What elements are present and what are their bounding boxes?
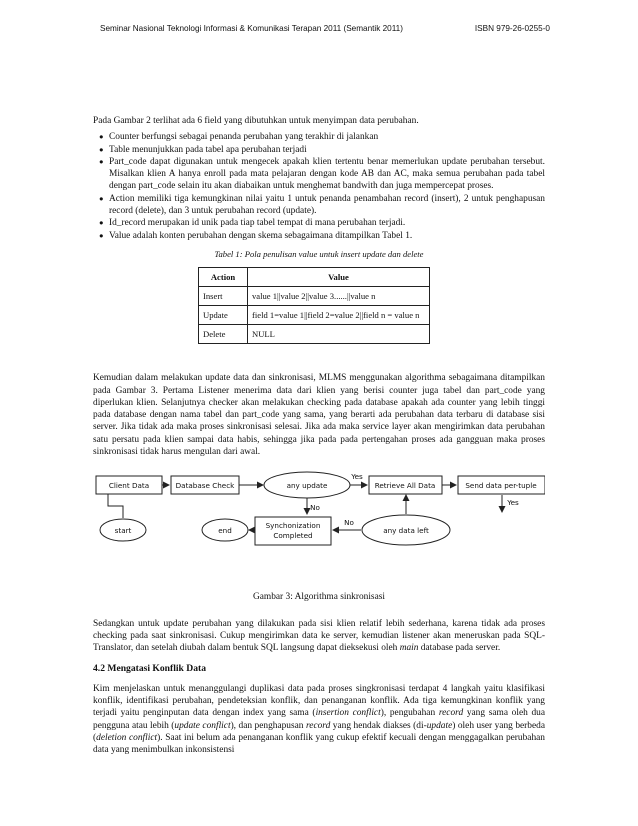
text-run-italic: insertion conflict [315, 708, 381, 719]
table-cell: NULL [248, 325, 430, 344]
text-run: database pada server. [418, 643, 501, 654]
send-data-label: Send data per-tuple [465, 481, 537, 491]
yes-label-data-left: Yes [507, 498, 519, 508]
header-isbn: ISBN 979-26-0255-0 [474, 24, 550, 33]
table-cell: Insert [199, 287, 248, 306]
text-run-italic: main [399, 643, 419, 654]
text-run: ) oleh user yang berbeda ( [93, 720, 545, 744]
intro-paragraph: Pada Gambar 2 terlihat ada 6 field yang dibutuhkan untuk menyimpan data perubahan. [93, 116, 419, 126]
sync-paragraph: Kemudian dalam melakukan update data dan sinkronisasi, MLMS menggunakan algorithma sebagaimana ditampilkan pada Gambar 3. Pertama Listener menerima data dari klien yang berisi counter juga tabel dan part_code yang diperlukan klien. Selanjutnya checker akan melakukan checking pada database apakah ada counter yang lebih tinggi pada database dengan nama tabel dan part_code yang sama, yang berarti ada perubahan data terbaru di database sisi server. Jika tidak ada maka proses sinkronisasi selesai. Jika ada maka service layer akan mengirimkan data perubahan satu persatu pada klien sampai data habis, sehingga jika pada pada pertengahan proses ada gangguan maka proses sinkronisasi tidak harus mengulan dari awal. [93, 373, 545, 458]
end-label: end [218, 526, 232, 536]
database-check-label: Database Check [175, 481, 235, 491]
page-header [100, 24, 550, 33]
text-run: ), dan penghapusan [230, 720, 306, 731]
list-item: ● Table menunjukkan pada tabel apa perubahan terjadi [109, 144, 545, 156]
table-caption: Tabel 1: Pola penulisan value untuk insert update dan delete [214, 248, 424, 259]
list-item: ● Value adalah konten perubahan dengan skema sebagaimana ditampilkan Tabel 1. [109, 230, 545, 242]
text-run: Kim menjelaskan untuk menanggulangi duplikasi data pada proses singkronisasi terdapat 4 langkah yaitu klasifikasi konflik, identifikasi perubahan, pendeteksian konflik, dan penanganan konflik. Ada tiga kemungkinan konflik yang terjadi yaitu penginputan data dengan index yang sama ( [93, 683, 545, 719]
no-label-data-left: No [344, 518, 354, 528]
client-data-label: Client Data [108, 481, 150, 491]
yes-label-update: Yes [351, 472, 363, 482]
retrieve-all-data-label: Retrieve All Data [374, 481, 436, 491]
section-heading: 4.2 Mengatasi Konflik Data [93, 662, 206, 674]
table-cell: Delete [199, 325, 248, 344]
start-label: start [114, 526, 132, 536]
list-item: ● Action memiliki tiga kemungkinan nilai yaitu 1 untuk penanda penambahan record (insert), 2 untuk penghapusan record (delete), dan 3 untuk perubahan record (update). [109, 193, 545, 218]
text-run: Sedangkan untuk update perubahan yang dilakukan pada sisi klien relatif lebih sederhana, karena tidak ada proses checking pada saat sinkronisasi. Cukup mengirimkan data ke server, kemudian listener akan meneruskan pada SQL-Translator, dan setelah diubah dalam bentuk SQL langsung dapat dieksekusi oleh [93, 618, 545, 654]
table-row [199, 306, 430, 325]
table-cell: value 1||value 2||value 3......||value n [248, 287, 430, 306]
no-label-update: No [310, 503, 320, 513]
table-header-cell: Action [199, 268, 248, 287]
table-row [199, 287, 430, 306]
list-item: ● Counter berfungsi sebagai penanda perubahan yang terakhir di jalankan [109, 131, 545, 143]
list-item: ● Id_record merupakan id unik pada tiap tabel tempat di mana perubahan terjadi. [109, 217, 545, 229]
text-run-italic: record [438, 708, 464, 719]
field-list [93, 131, 545, 242]
table-cell: field 1=value 1||field 2=value 2||field n = value n [248, 306, 430, 325]
conflict-paragraph [93, 683, 545, 757]
text-run-italic: update [426, 720, 453, 731]
page-body [93, 115, 545, 757]
table-header-row [199, 268, 430, 287]
client-update-paragraph [93, 618, 545, 655]
sync-label-line2: Completed [273, 531, 313, 541]
table-cell: Update [199, 306, 248, 325]
value-pattern-table [198, 267, 430, 344]
any-data-left-label: any data left [383, 526, 429, 536]
text-run: yang hendak diakses (di- [330, 720, 427, 731]
flowchart-svg [93, 468, 545, 586]
any-update-label: any update [286, 481, 328, 491]
table-row [199, 325, 430, 344]
text-run-italic: record [306, 720, 331, 731]
sync-flowchart [93, 468, 545, 586]
header-conference: Seminar Nasional Teknologi Informasi & Komunikasi Terapan 2011 (Semantik 2011) [100, 24, 403, 33]
list-item: ● Part_code dapat digunakan untuk mengecek apakah klien tertentu benar memerlukan update perubahan tersebut. Misalkan klien A hanya enroll pada mata pelajaran dengan kode AB dan AC, maka semua perubahan pada tabel dengan part_code selain itu akan diabaikan untuk menghemat bandwith dan juga mempercepat proses. [109, 156, 545, 193]
figure-caption: Gambar 3: Algorithma sinkronisasi [252, 592, 385, 603]
text-run-italic: deletion conflict [96, 733, 158, 744]
table-header-cell: Value [248, 268, 430, 287]
text-run: ). Saat ini belum ada penanganan konflik yang cukup efektif kecuali dengan menggagalkan perubahan data yang menimbulkan inkonsistensi [93, 733, 545, 756]
text-run: ), pengubahan [380, 708, 439, 719]
sync-label-line1: Synchonization [265, 521, 321, 531]
text-run: yang sama oleh dua pengguna atau lebih ( [93, 708, 546, 731]
text-run-italic: update conflict [174, 720, 231, 731]
